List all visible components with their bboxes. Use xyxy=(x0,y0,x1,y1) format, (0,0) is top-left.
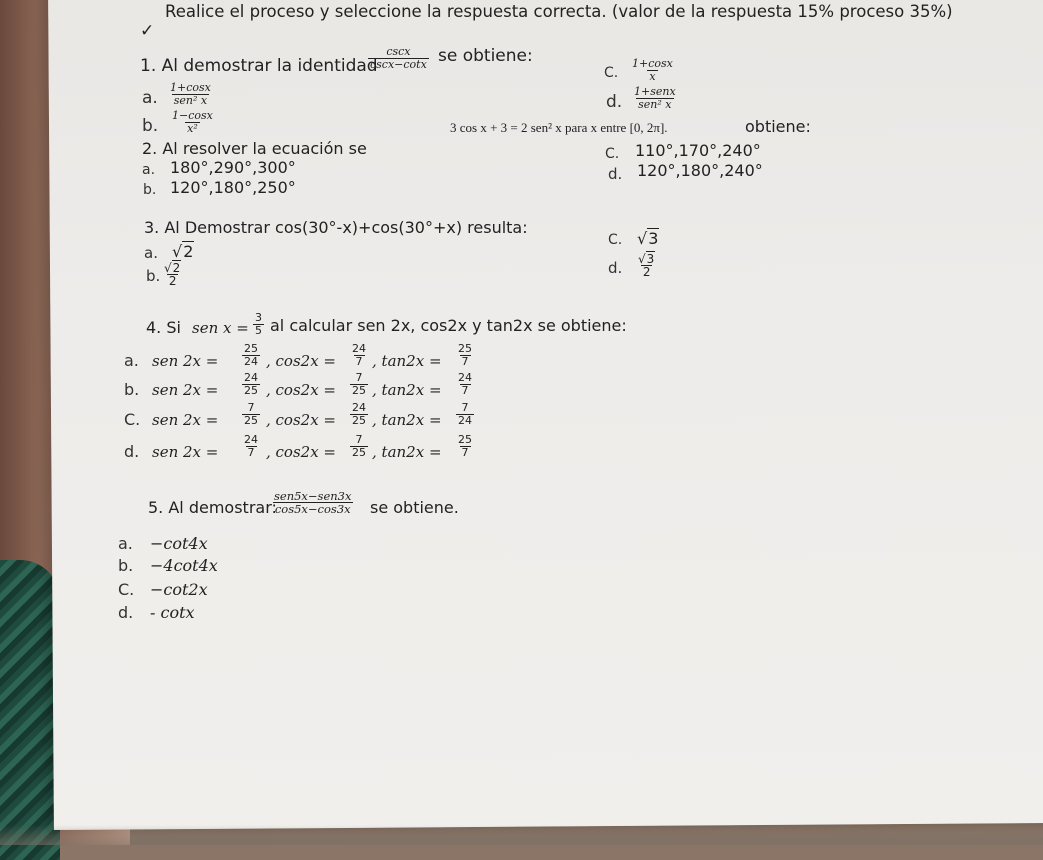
q3-d-radicand: 3 xyxy=(646,252,655,266)
q1-option-c-label[interactable]: C. xyxy=(604,65,619,81)
sleeve-background xyxy=(0,560,60,860)
q4-prompt-rest: al calcular sen 2x, cos2x y tan2x se obtiene: xyxy=(270,316,627,335)
q3-option-a-label[interactable]: a. xyxy=(144,244,158,262)
q3-option-d[interactable] xyxy=(636,253,657,278)
q4-sen-text: sen 2x = xyxy=(152,411,219,429)
q5-option-b[interactable]: −4cot4x xyxy=(150,556,218,575)
q3-c-radicand: 3 xyxy=(648,229,659,248)
sqrt-icon: √3 xyxy=(638,252,655,266)
instruction-text: Realice el proceso y seleccione la respuesta correcta. (valor de la respuesta 15% proceso 35%) xyxy=(165,2,953,21)
q5-frac-den: cos5x−cos3x xyxy=(274,502,351,516)
q4-sen-fraction-num: 7 xyxy=(247,401,255,414)
q1-a-den: sen² x xyxy=(173,94,208,107)
q1-b-den: x² xyxy=(187,122,198,135)
q4-cos-fraction-den: 25 xyxy=(352,384,366,397)
q1-c-num: 1+cosx xyxy=(632,57,673,70)
q4-tan-fraction-num: 7 xyxy=(461,401,469,414)
q1-c-den: x xyxy=(649,70,656,83)
q4-prompt-start: 4. Si xyxy=(146,318,181,337)
q3-option-b[interactable] xyxy=(162,262,183,287)
q2-option-c-label[interactable]: C. xyxy=(605,146,620,162)
q4-cos-text: , cos2x = xyxy=(266,411,337,429)
q4-sen-fraction-den: 24 xyxy=(244,355,258,368)
q1-option-b-label[interactable]: b. xyxy=(142,116,159,136)
q4-tan-fraction-num: 25 xyxy=(458,342,472,355)
q4-prompt-den: 5 xyxy=(255,324,262,337)
q2-option-b[interactable]: 120°,180°,250° xyxy=(170,178,296,197)
q4-option-label[interactable]: C. xyxy=(124,410,141,429)
q5-option-a[interactable]: −cot4x xyxy=(150,534,208,553)
q3-option-a[interactable] xyxy=(172,242,194,262)
q4-cos-text: , cos2x = xyxy=(266,443,337,461)
q3-b-den: 2 xyxy=(168,274,177,288)
q4-tan-fraction xyxy=(456,434,474,459)
q4-sen-fraction-num: 25 xyxy=(244,342,258,355)
q2-option-b-label[interactable]: b. xyxy=(143,182,157,198)
q4-tan-fraction xyxy=(456,402,474,427)
q4-option-label[interactable]: d. xyxy=(124,442,140,461)
q4-cos-fraction xyxy=(350,343,368,368)
q4-tan-fraction-num: 24 xyxy=(458,371,472,384)
q4-tan-fraction-den: 7 xyxy=(461,446,469,459)
q1-d-num: 1+senx xyxy=(634,85,676,98)
q4-option-label[interactable]: b. xyxy=(124,380,140,399)
q5-frac-num: sen5x−sen3x xyxy=(274,489,352,503)
q5-option-c-label[interactable]: C. xyxy=(118,580,135,599)
q5-option-a-label[interactable]: a. xyxy=(118,534,133,553)
q4-tan-fraction-den: 24 xyxy=(458,414,472,427)
q2-option-a-label[interactable]: a. xyxy=(142,162,156,178)
q4-sen-fraction xyxy=(242,372,260,397)
q4-cos-fraction xyxy=(350,372,368,397)
q2-option-c[interactable]: 110°,170°,240° xyxy=(635,141,761,160)
q4-sen-text: sen 2x = xyxy=(152,443,219,461)
q2-equation: 3 cos x + 3 = 2 sen² x para x entre [0, 2π]. xyxy=(450,120,668,135)
q1-option-a-label[interactable]: a. xyxy=(142,88,158,108)
q4-tan-fraction xyxy=(456,372,474,397)
q4-sen-text: sen 2x = xyxy=(152,381,219,399)
q1-option-b[interactable] xyxy=(170,110,215,135)
q4-sen-fraction xyxy=(242,343,260,368)
q4-tan-text: , tan2x = xyxy=(372,352,442,370)
q4-tan-text: , tan2x = xyxy=(372,443,442,461)
q4-cos-fraction-den: 25 xyxy=(352,414,366,427)
q4-cos-text: , cos2x = xyxy=(266,381,337,399)
q4-sen-fraction-den: 25 xyxy=(244,414,258,427)
q4-cos-fraction xyxy=(350,402,368,427)
q1-option-d[interactable] xyxy=(632,86,678,111)
q4-cos-fraction-den: 25 xyxy=(352,446,366,459)
q2-prompt-suffix: obtiene: xyxy=(745,117,811,136)
table-edge-shadow xyxy=(0,825,1043,845)
sqrt-icon: √2 xyxy=(164,261,181,275)
q2-option-a[interactable]: 180°,290°,300° xyxy=(170,158,296,177)
q1-a-num: 1+cosx xyxy=(170,81,211,94)
q4-tan-text: , tan2x = xyxy=(372,381,442,399)
q2-option-d[interactable]: 120°,180°,240° xyxy=(637,161,763,180)
q5-option-b-label[interactable]: b. xyxy=(118,556,134,575)
q3-option-d-label[interactable]: d. xyxy=(608,259,623,277)
q1-b-num: 1−cosx xyxy=(172,109,213,122)
q1-d-den: sen² x xyxy=(638,98,672,111)
q1-option-c[interactable] xyxy=(630,58,675,83)
q5-prompt-suffix: se obtiene. xyxy=(370,498,459,517)
q5-option-d-label[interactable]: d. xyxy=(118,603,134,622)
q4-option-label[interactable]: a. xyxy=(124,351,139,370)
q4-sen-fraction xyxy=(242,402,260,427)
q4-tan-fraction-num: 25 xyxy=(458,433,472,446)
q4-sen-fraction-den: 25 xyxy=(244,384,258,397)
q5-option-c[interactable]: −cot2x xyxy=(150,580,208,599)
q4-cos-text: , cos2x = xyxy=(266,352,337,370)
q4-cos-fraction-num: 24 xyxy=(352,342,366,355)
q1-option-a[interactable] xyxy=(168,82,213,107)
sqrt-icon: √3 xyxy=(637,229,659,248)
q4-prompt-expr: sen x = xyxy=(192,319,249,337)
q1-frac-den: cscx−cotx xyxy=(370,58,427,71)
sqrt-icon: √2 xyxy=(172,242,194,261)
q3-option-b-label[interactable]: b. xyxy=(146,267,161,285)
q3-d-den: 2 xyxy=(642,265,651,279)
check-mark-icon: ✓ xyxy=(140,21,155,41)
q1-prompt-suffix: se obtiene: xyxy=(438,46,533,66)
q1-identity-fraction xyxy=(368,46,429,71)
q4-cos-fraction xyxy=(350,434,368,459)
q4-tan-fraction xyxy=(456,343,474,368)
q4-cos-fraction-den: 7 xyxy=(355,355,363,368)
q4-sen-fraction-num: 24 xyxy=(244,371,258,384)
q4-cos-fraction-num: 7 xyxy=(355,433,363,446)
q5-expression-fraction xyxy=(272,490,353,515)
q4-cos-fraction-num: 7 xyxy=(355,371,363,384)
q4-cos-fraction-num: 24 xyxy=(352,401,366,414)
q3-option-c[interactable] xyxy=(637,229,659,249)
q1-prompt: 1. Al demostrar la identidad xyxy=(140,56,378,76)
q1-frac-num: cscx xyxy=(386,45,411,58)
q4-tan-text: , tan2x = xyxy=(372,411,442,429)
q4-sen-fraction-den: 7 xyxy=(247,446,255,459)
q3-a-radicand: 2 xyxy=(183,242,194,261)
q5-prompt: 5. Al demostrar: xyxy=(148,498,277,517)
q3-option-c-label[interactable]: C. xyxy=(608,232,623,248)
q4-sen-text: sen 2x = xyxy=(152,352,219,370)
q2-prompt: 2. Al resolver la ecuación se xyxy=(142,139,367,158)
q3-b-radicand: 2 xyxy=(172,261,181,275)
q2-option-d-label[interactable]: d. xyxy=(608,165,623,183)
q3-prompt: 3. Al Demostrar cos(30°-x)+cos(30°+x) resulta: xyxy=(144,218,528,237)
q4-prompt-fraction xyxy=(253,312,264,337)
q1-option-d-label[interactable]: d. xyxy=(606,92,623,112)
q4-tan-fraction-den: 7 xyxy=(461,355,469,368)
q4-sen-fraction-num: 24 xyxy=(244,433,258,446)
q5-option-d[interactable]: - cotx xyxy=(150,603,195,622)
q4-sen-fraction xyxy=(242,434,260,459)
q4-tan-fraction-den: 7 xyxy=(461,384,469,397)
q4-prompt-num: 3 xyxy=(255,311,262,324)
